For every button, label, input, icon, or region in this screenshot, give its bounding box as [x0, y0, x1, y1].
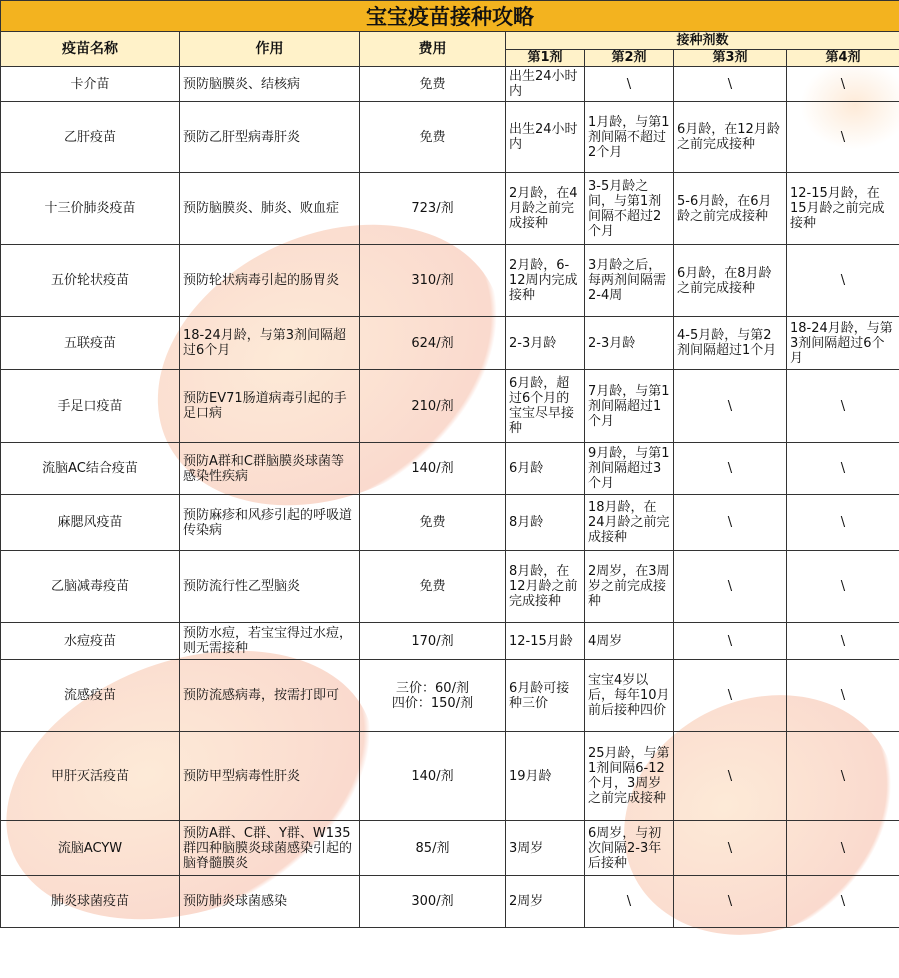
- dose-2-cell: 2-3月龄: [585, 317, 674, 370]
- dose-1-cell: 6月龄可接种三价: [506, 660, 585, 732]
- vaccine-name-cell: 乙脑减毒疫苗: [1, 551, 180, 623]
- header-doses: 接种剂数: [506, 32, 899, 50]
- effect-cell: 预防A群、C群、Y群、W135群四种脑膜炎球菌感染引起的脑脊髓膜炎: [180, 821, 360, 876]
- header-dose-1: 第1剂: [506, 50, 585, 67]
- dose-1-cell: 2月龄，在4月龄之前完成接种: [506, 173, 585, 245]
- vaccine-name-cell: 麻腮风疫苗: [1, 495, 180, 551]
- dose-2-cell: 25月龄，与第1剂间隔6-12个月，3周岁之前完成接种: [585, 732, 674, 821]
- header-dose-4: 第4剂: [787, 50, 899, 67]
- vaccine-name-cell: 流感疫苗: [1, 660, 180, 732]
- cost-cell: 140/剂: [360, 732, 506, 821]
- effect-cell: 预防麻疹和风疹引起的呼吸道传染病: [180, 495, 360, 551]
- table-row: [1, 732, 899, 821]
- table-row: [1, 551, 899, 623]
- vaccine-name-cell: 乙肝疫苗: [1, 102, 180, 173]
- table-row: [1, 443, 899, 495]
- dose-4-cell: \: [787, 623, 899, 660]
- effect-cell: 预防乙肝型病毒肝炎: [180, 102, 360, 173]
- dose-1-cell: 6月龄，超过6个月的宝宝尽早接种: [506, 370, 585, 443]
- header-dose-3: 第3剂: [674, 50, 787, 67]
- table-row: [1, 317, 899, 370]
- dose-1-cell: 12-15月龄: [506, 623, 585, 660]
- cost-cell: 免费: [360, 495, 506, 551]
- dose-3-cell: \: [674, 821, 787, 876]
- dose-3-cell: 5-6月龄，在6月龄之前完成接种: [674, 173, 787, 245]
- dose-2-cell: 宝宝4岁以后，每年10月前后接种四价: [585, 660, 674, 732]
- vaccine-name-cell: 流脑AC结合疫苗: [1, 443, 180, 495]
- dose-3-cell: \: [674, 495, 787, 551]
- header-cost: 费用: [360, 32, 506, 67]
- cost-cell: 免费: [360, 102, 506, 173]
- table-row: [1, 67, 899, 102]
- dose-4-cell: \: [787, 876, 899, 928]
- dose-3-cell: 6月龄，在12月龄之前完成接种: [674, 102, 787, 173]
- cost-cell: 723/剂: [360, 173, 506, 245]
- dose-2-cell: 2周岁，在3周岁之前完成接种: [585, 551, 674, 623]
- cost-cell: 310/剂: [360, 245, 506, 317]
- cost-cell: 免费: [360, 67, 506, 102]
- dose-1-cell: 8月龄: [506, 495, 585, 551]
- cost-line: 三价：60/剂: [363, 681, 502, 696]
- dose-3-cell: \: [674, 876, 787, 928]
- cost-cell: 免费: [360, 551, 506, 623]
- header-vaccine-name: 疫苗名称: [1, 32, 180, 67]
- dose-2-cell: 6周岁，与初次间隔2-3年后接种: [585, 821, 674, 876]
- effect-cell: 预防轮状病毒引起的肠胃炎: [180, 245, 360, 317]
- dose-1-cell: 19月龄: [506, 732, 585, 821]
- table-row: [1, 876, 899, 928]
- vaccine-name-cell: 流脑ACYW: [1, 821, 180, 876]
- table-row: [1, 495, 899, 551]
- dose-4-cell: \: [787, 245, 899, 317]
- dose-1-cell: 8月龄，在12月龄之前完成接种: [506, 551, 585, 623]
- effect-cell: 18-24月龄，与第3剂间隔超过6个月: [180, 317, 360, 370]
- effect-cell: 预防脑膜炎、结核病: [180, 67, 360, 102]
- dose-4-cell: 12-15月龄，在15月龄之前完成接种: [787, 173, 899, 245]
- cost-cell: 210/剂: [360, 370, 506, 443]
- cost-line: 四价：150/剂: [363, 696, 502, 711]
- dose-3-cell: \: [674, 443, 787, 495]
- effect-cell: 预防A群和C群脑膜炎球菌等感染性疾病: [180, 443, 360, 495]
- dose-1-cell: 2月龄，6-12周内完成接种: [506, 245, 585, 317]
- dose-3-cell: \: [674, 551, 787, 623]
- dose-1-cell: 3周岁: [506, 821, 585, 876]
- table-row: [1, 245, 899, 317]
- cost-cell: 85/剂: [360, 821, 506, 876]
- table-row: [1, 102, 899, 173]
- dose-4-cell: \: [787, 732, 899, 821]
- dose-3-cell: \: [674, 732, 787, 821]
- cost-cell: [360, 660, 506, 732]
- cost-cell: 624/剂: [360, 317, 506, 370]
- effect-cell: 预防流感病毒，按需打即可: [180, 660, 360, 732]
- vaccine-name-cell: 甲肝灭活疫苗: [1, 732, 180, 821]
- effect-cell: 预防甲型病毒性肝炎: [180, 732, 360, 821]
- vaccine-name-cell: 五联疫苗: [1, 317, 180, 370]
- header-effect: 作用: [180, 32, 360, 67]
- dose-3-cell: \: [674, 67, 787, 102]
- dose-1-cell: 6月龄: [506, 443, 585, 495]
- page-title: 宝宝疫苗接种攻略: [1, 1, 899, 32]
- dose-1-cell: 出生24小时内: [506, 67, 585, 102]
- dose-3-cell: \: [674, 660, 787, 732]
- dose-4-cell: \: [787, 495, 899, 551]
- cost-cell: 170/剂: [360, 623, 506, 660]
- dose-3-cell: 4-5月龄，与第2剂间隔超过1个月: [674, 317, 787, 370]
- vaccine-name-cell: 十三价肺炎疫苗: [1, 173, 180, 245]
- dose-1-cell: 出生24小时内: [506, 102, 585, 173]
- cost-cell: 140/剂: [360, 443, 506, 495]
- dose-2-cell: \: [585, 67, 674, 102]
- dose-2-cell: \: [585, 876, 674, 928]
- effect-cell: 预防水痘，若宝宝得过水痘，则无需接种: [180, 623, 360, 660]
- dose-2-cell: 7月龄，与第1剂间隔超过1个月: [585, 370, 674, 443]
- dose-3-cell: 6月龄，在8月龄之前完成接种: [674, 245, 787, 317]
- dose-1-cell: 2周岁: [506, 876, 585, 928]
- dose-2-cell: 4周岁: [585, 623, 674, 660]
- dose-4-cell: \: [787, 821, 899, 876]
- vaccine-name-cell: 卡介苗: [1, 67, 180, 102]
- table-row: [1, 821, 899, 876]
- dose-3-cell: \: [674, 370, 787, 443]
- dose-2-cell: 1月龄，与第1剂间隔不超过2个月: [585, 102, 674, 173]
- effect-cell: 预防脑膜炎、肺炎、败血症: [180, 173, 360, 245]
- effect-cell: 预防肺炎球菌感染: [180, 876, 360, 928]
- vaccine-name-cell: 水痘疫苗: [1, 623, 180, 660]
- vaccine-name-cell: 五价轮状疫苗: [1, 245, 180, 317]
- dose-2-cell: 18月龄，在24月龄之前完成接种: [585, 495, 674, 551]
- dose-1-cell: 2-3月龄: [506, 317, 585, 370]
- cost-cell: 300/剂: [360, 876, 506, 928]
- dose-4-cell: \: [787, 551, 899, 623]
- effect-cell: 预防流行性乙型脑炎: [180, 551, 360, 623]
- dose-2-cell: 9月龄，与第1剂间隔超过3个月: [585, 443, 674, 495]
- table-row: [1, 623, 899, 660]
- dose-4-cell: \: [787, 660, 899, 732]
- vaccine-name-cell: 肺炎球菌疫苗: [1, 876, 180, 928]
- table-row: [1, 370, 899, 443]
- vaccine-name-cell: 手足口疫苗: [1, 370, 180, 443]
- dose-4-cell: 18-24月龄，与第3剂间隔超过6个月: [787, 317, 899, 370]
- dose-3-cell: \: [674, 623, 787, 660]
- effect-cell: 预防EV71肠道病毒引起的手足口病: [180, 370, 360, 443]
- dose-4-cell: \: [787, 67, 899, 102]
- dose-4-cell: \: [787, 370, 899, 443]
- dose-4-cell: \: [787, 102, 899, 173]
- table-row: [1, 173, 899, 245]
- table-row: [1, 660, 899, 732]
- dose-2-cell: 3月龄之后，每两剂间隔需2-4周: [585, 245, 674, 317]
- dose-4-cell: \: [787, 443, 899, 495]
- dose-2-cell: 3-5月龄之间，与第1剂间隔不超过2个月: [585, 173, 674, 245]
- header-dose-2: 第2剂: [585, 50, 674, 67]
